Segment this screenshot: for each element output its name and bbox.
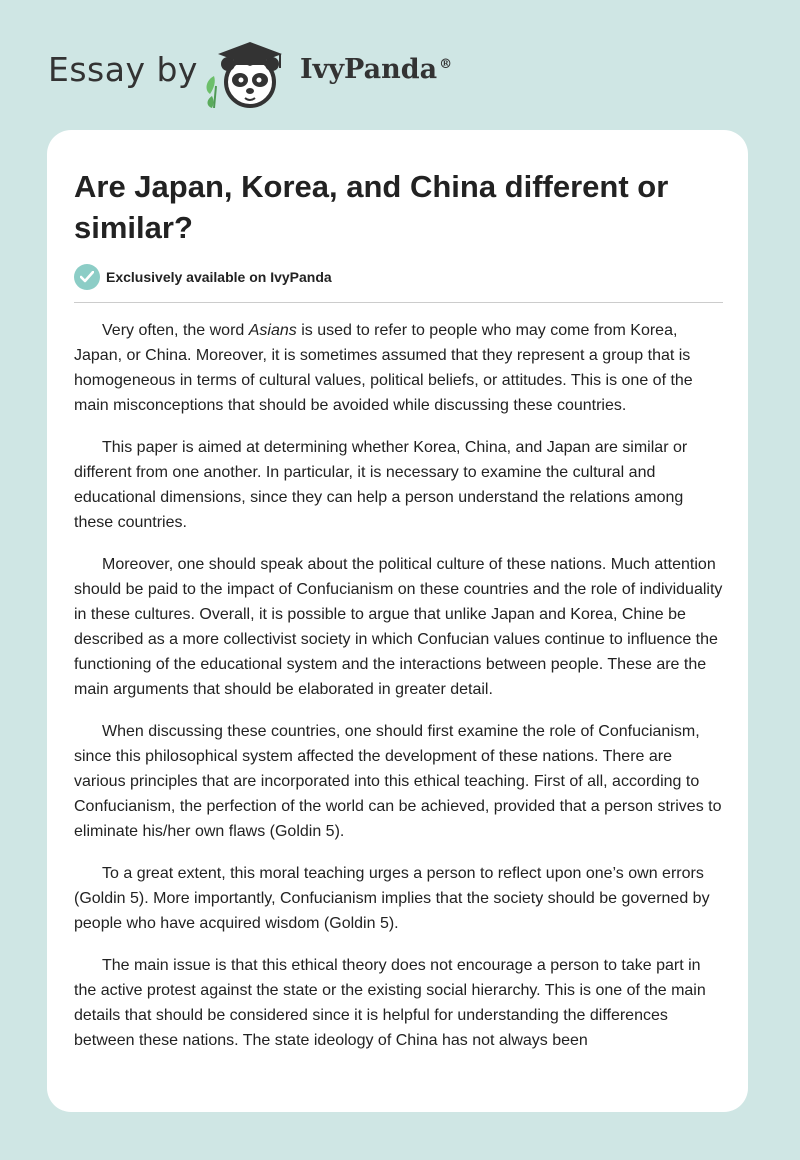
page-title: Are Japan, Korea, and China different or similar? xyxy=(74,169,669,245)
paragraph: This paper is aimed at determining whether Korea, China, and Japan are similar or different from one another. In particular, it is necessary to examine the cultural and educational dimensions, since they can help a person understand the relations among these countries. xyxy=(74,439,688,531)
paragraph: When discussing these countries, one should first examine the role of Confucianism, since this philosophical system affected the development of these nations. There are various principles that are incorporated into this ethical teaching. First of all, according to Confucianism, the perfection of the world can be achieved, provided that a person strives to eliminate his/her own flaws (Goldin 5). xyxy=(74,723,722,840)
paragraph: Moreover, one should speak about the political culture of these nations. Much attention should be paid to the impact of Confucianism on these countries and the role of individuality in these cultures. Overall, it is possible to argue that unlike Japan and Korea, Chine be described as a more collectivist society in which Confucian values continue to influence the functioning of the educational system and the interactions between people. These are the main arguments that should be elaborated in greater detail. xyxy=(74,556,723,698)
trademark-mark: ® xyxy=(439,57,453,72)
exclusive-badge xyxy=(74,264,332,290)
essay-by-label: Essay by xyxy=(48,50,198,89)
paragraph: Very often, the word Asians is used to refer to people who may come from Korea, Japan, or China. Moreover, it is sometimes assumed that they represent a group that is homogeneous in terms of cultural values, political beliefs, or attitudes. This is one of the main misconceptions that should be avoided while discussing these countries. xyxy=(74,322,693,414)
paragraph: The main issue is that this ethical theory does not encourage a person to take part in the active protest against the state or the existing social hierarchy. This is one of the main details that should be considered since it is helpful for understanding the differences between these nations. The state ideology of China has not always been xyxy=(74,957,706,1049)
check-circle-icon xyxy=(74,264,100,290)
brand-name: IvyPanda ® xyxy=(300,54,453,85)
emphasized-term: Asians xyxy=(248,322,297,339)
exclusive-label: Exclusively available on IvyPanda xyxy=(106,269,332,285)
panda-graduation-cap-icon xyxy=(200,36,295,108)
essay-body xyxy=(74,318,724,1070)
essay-card xyxy=(47,130,748,1112)
paragraph: To a great extent, this moral teaching urges a person to reflect upon one’s own errors (Goldin 5). More importantly, Confucianism implies that the society should be governed by people who have acquired wisdom (Goldin 5). xyxy=(74,865,710,932)
site-header xyxy=(0,0,800,130)
divider xyxy=(74,302,723,303)
